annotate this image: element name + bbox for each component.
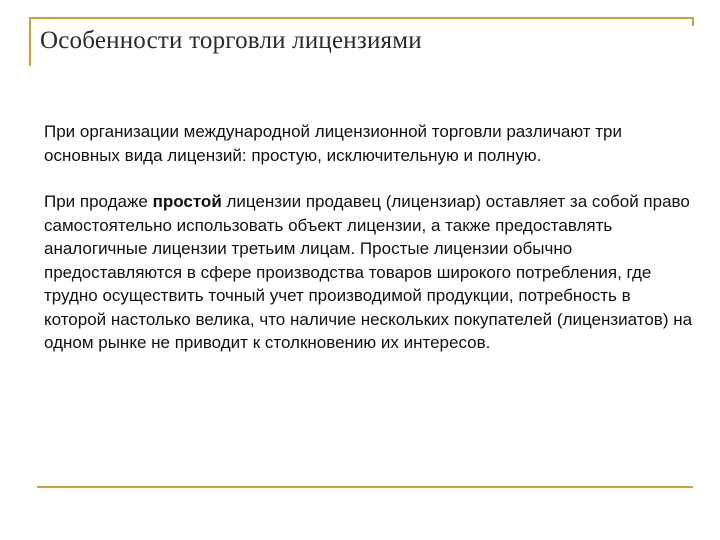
paragraph-simple-licence bbox=[44, 190, 694, 355]
slide-title: Особенности торговли лицензиями bbox=[40, 27, 422, 54]
paragraph-licence-types: При организации международной лицензионной торговли различают три основных вида лицензий: простую, исключительную и полную. bbox=[44, 122, 623, 165]
paragraph-simple-licence-rest: лицензии продавец (лицензиар) оставляет за собой право самостоятельно использовать объект лицензии, а также предоставлять аналогичные лицензии третьим лицам. Простые лицензии обычно предоставляются в сфере производства товаров широкого потребления, где трудно осуществить точный учет производимой продукции, потребность в которой настолько велика, что наличие нескольких покупателей (лицензиатов) на одном рынке не приводит к столкновению их интересов. bbox=[44, 192, 693, 352]
slide-body bbox=[44, 120, 694, 355]
bottom-divider bbox=[37, 486, 693, 488]
title-frame-corner bbox=[692, 17, 694, 26]
simple-licence-term: простой bbox=[152, 192, 222, 211]
paragraph-simple-licence-start: При продаже bbox=[44, 192, 153, 211]
